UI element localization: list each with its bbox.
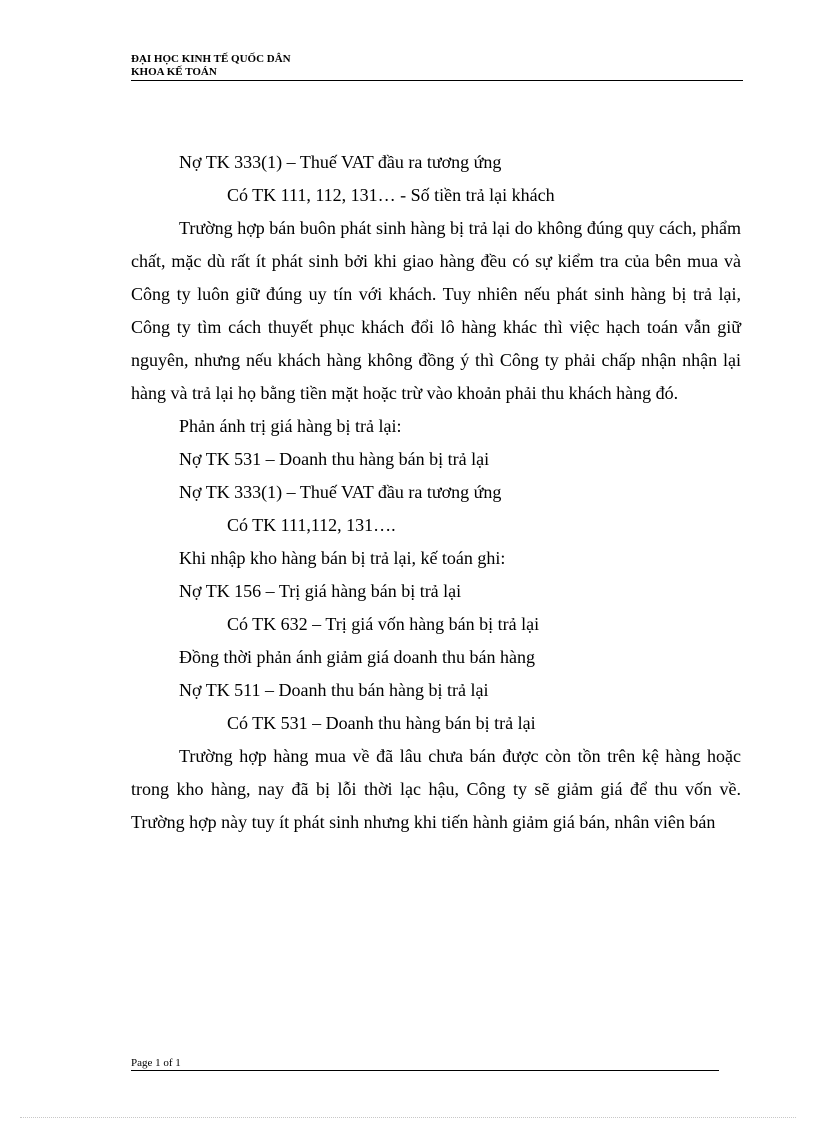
page-header — [131, 53, 743, 81]
entry-line: Khi nhập kho hàng bán bị trả lại, kế toán ghi: — [179, 548, 506, 568]
page-footer — [131, 1056, 719, 1071]
entry-line: Nợ TK 156 – Trị giá hàng bán bị trả lại — [179, 581, 462, 601]
page-number: Page 1 of 1 — [131, 1057, 181, 1069]
entry-line: Có TK 111, 112, 131… - Số tiền trả lại khách — [227, 185, 555, 205]
paragraph: Trường hợp hàng mua về đã lâu chưa bán được còn tồn trên kệ hàng hoặc trong kho hàng, nay đã bị lỗi thời lạc hậu, Công ty sẽ giảm giá để thu vốn về. Trường hợp này tuy ít phát sinh nhưng khi tiến hành giảm giá bán, nhân viên bán — [131, 746, 741, 832]
entry-line: Phản ánh trị giá hàng bị trả lại: — [179, 416, 402, 436]
university-name: ĐẠI HỌC KINH TẾ QUỐC DÂN — [131, 53, 291, 65]
paragraph: Trường hợp bán buôn phát sinh hàng bị trả lại do không đúng quy cách, phẩm chất, mặc dù rất ít phát sinh bởi khi giao hàng đều có sự kiểm tra của bên mua và Công ty luôn giữ đúng uy tín với khách. Tuy nhiên nếu phát sinh hàng bị trả lại, Công ty tìm cách thuyết phục khách đổi lô hàng khác thì việc hạch toán vẫn giữ nguyên, nhưng nếu khách hàng không đồng ý thì Công ty phải chấp nhận nhận lại hàng và trả lại họ bằng tiền mặt hoặc trừ vào khoản phải thu khách hàng đó. — [131, 218, 741, 403]
entry-line: Nợ TK 333(1) – Thuế VAT đầu ra tương ứng — [179, 482, 502, 502]
entry-line: Có TK 632 – Trị giá vốn hàng bán bị trả lại — [227, 614, 540, 634]
entry-line: Có TK 531 – Doanh thu hàng bán bị trả lại — [227, 713, 536, 733]
entry-line: Đồng thời phản ánh giảm giá doanh thu bán hàng — [179, 647, 535, 667]
entry-line: Nợ TK 333(1) – Thuế VAT đầu ra tương ứng — [179, 152, 502, 172]
entry-line: Có TK 111,112, 131…. — [227, 515, 396, 535]
document-body — [131, 146, 741, 839]
faculty-name: KHOA KẾ TOÁN — [131, 66, 217, 78]
entry-line: Nợ TK 531 – Doanh thu hàng bán bị trả lại — [179, 449, 490, 469]
page-bottom-divider — [20, 1117, 796, 1118]
entry-line: Nợ TK 511 – Doanh thu bán hàng bị trả lại — [179, 680, 489, 700]
